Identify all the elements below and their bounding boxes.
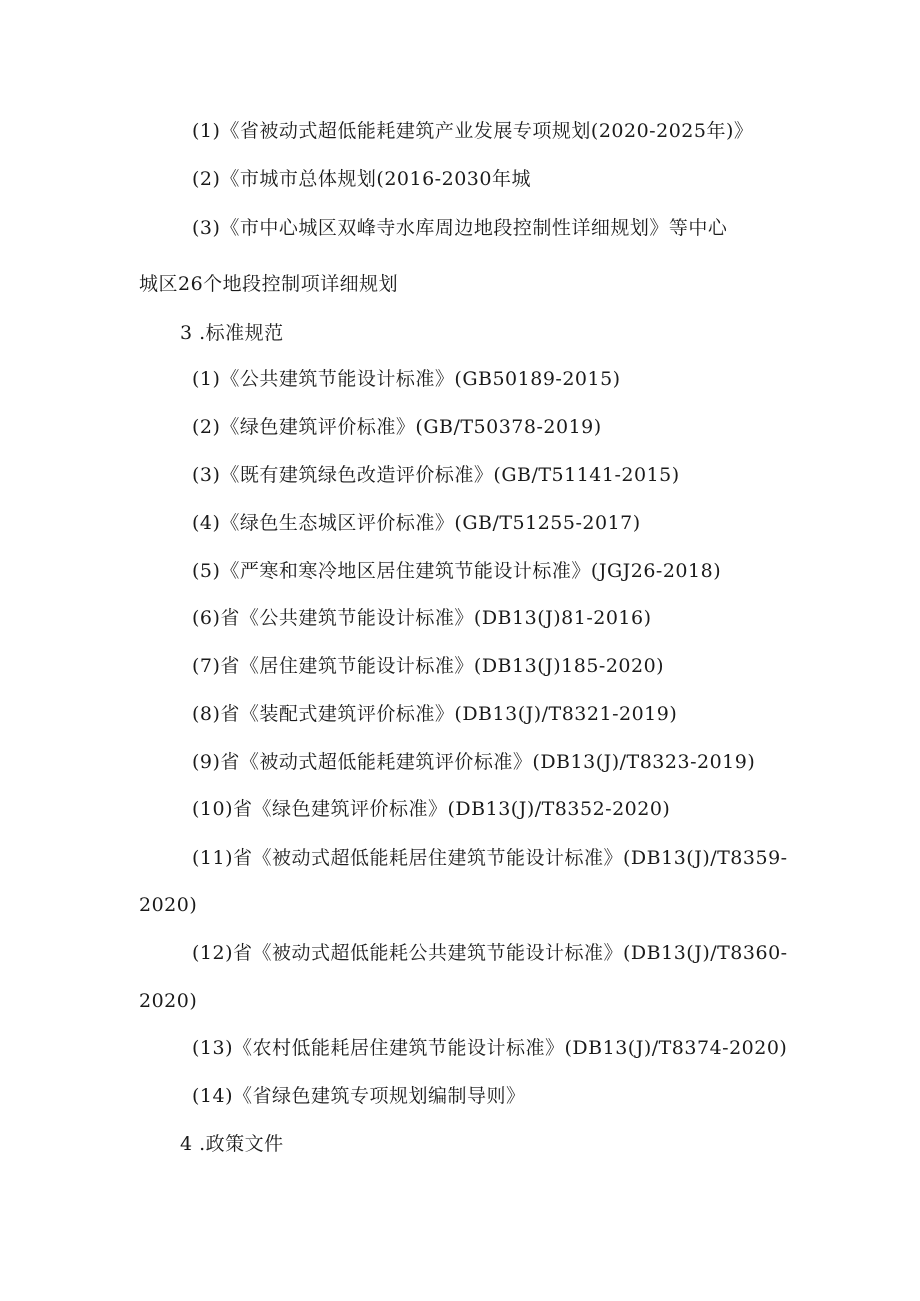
- standard-item: (2)《绿色建筑评价标准》(GB/T50378-2019): [192, 416, 602, 438]
- standard-item: (14)《省绿色建筑专项规划编制导则》: [192, 1085, 526, 1107]
- standard-item: (12)省《被动式超低能耗公共建筑节能设计标准》(DB13(J)/T8360-: [192, 942, 788, 964]
- section-heading: 3 .标准规范: [180, 322, 284, 344]
- standard-item-continuation: 2020): [139, 894, 198, 916]
- standard-item: (1)《公共建筑节能设计标准》(GB50189-2015): [192, 368, 621, 390]
- reference-item-continuation: 城区26个地段控制项详细规划: [139, 273, 399, 295]
- standard-item: (5)《严寒和寒冷地区居住建筑节能设计标准》(JGJ26-2018): [192, 560, 722, 582]
- standard-item-continuation: 2020): [139, 990, 198, 1012]
- reference-item: (1)《省被动式超低能耗建筑产业发展专项规划(2020-2025年)》: [192, 120, 754, 142]
- standard-item: (7)省《居住建筑节能设计标准》(DB13(J)185-2020): [192, 655, 665, 677]
- standard-item: (3)《既有建筑绿色改造评价标准》(GB/T51141-2015): [192, 464, 680, 486]
- reference-item: (2)《市城市总体规划(2016-2030年城: [192, 168, 531, 190]
- standard-item: (6)省《公共建筑节能设计标准》(DB13(J)81-2016): [192, 607, 652, 629]
- standard-item: (10)省《绿色建筑评价标准》(DB13(J)/T8352-2020): [192, 798, 671, 820]
- standard-item: (9)省《被动式超低能耗建筑评价标准》(DB13(J)/T8323-2019): [192, 751, 756, 773]
- reference-item: (3)《市中心城区双峰寺水库周边地段控制性详细规划》等中心: [192, 217, 728, 239]
- standard-item: (4)《绿色生态城区评价标准》(GB/T51255-2017): [192, 512, 641, 534]
- standard-item: (8)省《装配式建筑评价标准》(DB13(J)/T8321-2019): [192, 703, 678, 725]
- section-heading: 4 .政策文件: [180, 1133, 284, 1155]
- standard-item: (13)《农村低能耗居住建筑节能设计标准》(DB13(J)/T8374-2020): [192, 1037, 788, 1059]
- standard-item: (11)省《被动式超低能耗居住建筑节能设计标准》(DB13(J)/T8359-: [192, 847, 788, 869]
